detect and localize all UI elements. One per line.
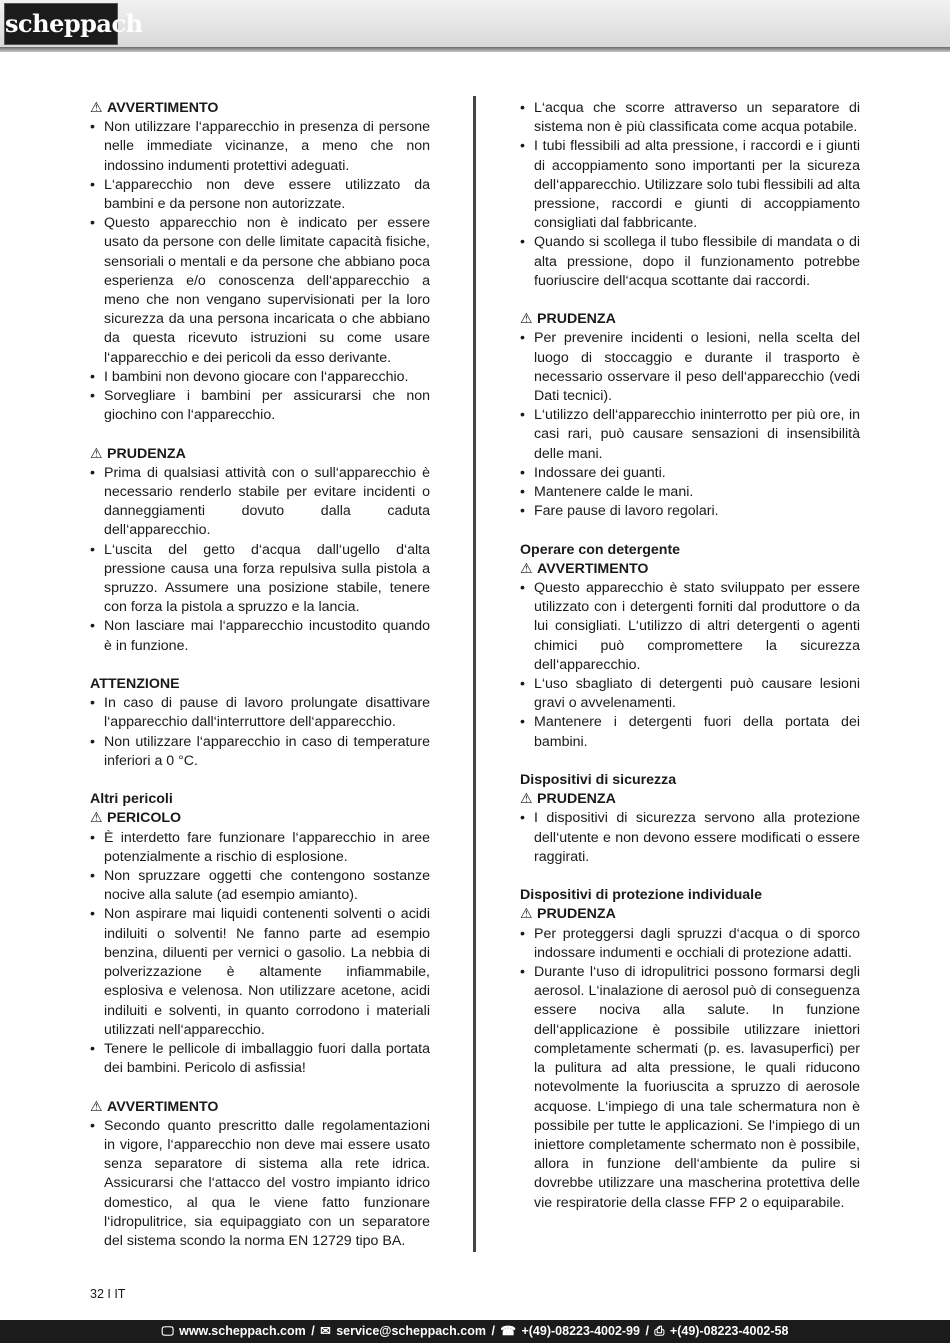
warning-triangle-icon: ⚠ [90, 100, 103, 116]
bullet-list [90, 118, 430, 425]
section-spacer [90, 656, 430, 675]
warning-triangle-icon: ⚠ [520, 906, 533, 923]
list-item: • Mantenere i detergenti fuori della portata dei bambini. [520, 713, 860, 751]
bullet-list [520, 925, 860, 1213]
list-item: • Fare pause di lavoro regolari. [520, 502, 860, 521]
list-item: • Quando si scollega il tubo flessibile di mandata o di alta pressione, dopo il funzionamento potrebbe fuoriuscire dell‘acqua scottante dai raccordi. [520, 233, 860, 291]
list-item: • Non lasciare mai l‘apparecchio incustodito quando è in funzione. [90, 617, 430, 655]
phone-icon: ☎ [500, 1324, 516, 1338]
list-item: • Non aspirare mai liquidi contenenti solventi o acidi indiluiti o solventi! Ne fanno parte ad esempio benzina, diluenti per vernici o gasolio. La nebbia di polverizzazione è altamente infiammabile, esplosiva e velenosa. Non utilizzare acetone, acidi indiluiti e solventi, in quanto corrodono i materiali utilizzati nell‘apparecchio. [90, 905, 430, 1039]
section-heading-text: PRUDENZA [537, 791, 616, 808]
section-spacer [90, 425, 430, 444]
list-item: • L‘uscita del getto d‘acqua dall‘ugello d‘alta pressione causa una forza repulsiva sulla pistola a spruzzo. Assumere una posizione stabile, tenere con forza la pistola a spruzzo e la lancia. [90, 541, 430, 618]
list-item: • L‘utilizzo dell‘apparecchio ininterrotto per più ore, in casi rari, può causare sensazioni di insensibilità delle mani. [520, 406, 860, 464]
footer-fax: +(49)-08223-4002-58 [669, 1324, 789, 1338]
section-heading [90, 675, 430, 694]
bullet-list [90, 829, 430, 1079]
mail-icon: ✉ [320, 1324, 331, 1338]
page-header [0, 0, 950, 47]
list-item: • L‘uso sbagliato di detergenti può causare lesioni gravi o avvelenamenti. [520, 675, 860, 713]
column-divider [473, 96, 476, 1252]
section-heading-text: ATTENZIONE [90, 676, 180, 693]
header-divider [0, 47, 950, 52]
warning-triangle-icon: ⚠ [90, 445, 103, 462]
list-item: • Prima di qualsiasi attività con o sull‘apparecchio è necessario renderlo stabile per evitare incidenti o danneggiamenti dovuto dalla caduta dell‘apparecchio. [90, 464, 430, 541]
computer-icon: 🖵 [161, 1324, 174, 1338]
warning-triangle-icon: ⚠ [90, 1098, 103, 1115]
bullet-list [90, 464, 430, 656]
bullet-list [90, 694, 430, 771]
list-item: • Mantenere calde le mani. [520, 483, 860, 502]
bullet-list [90, 1117, 430, 1251]
list-item: • I tubi flessibili ad alta pressione, i raccordi e i giunti di accoppiamento sono importanti per la sicureza dell‘apparecchio. Utilizzare solo tubi flessibili ad alta pressione, raccordi e giunti di accoppiamento consigliati dal fabbricante. [520, 137, 860, 233]
scheppach-logo: scheppach [4, 3, 118, 45]
section-spacer [90, 771, 430, 790]
bullet-list [520, 579, 860, 752]
section-heading-text: AVVERTIMENTO [107, 100, 219, 116]
footer-website[interactable]: www.scheppach.com [179, 1324, 306, 1338]
section-heading-text: Operare con detergente [520, 541, 681, 558]
bullet-list [520, 99, 860, 291]
bullet-list [520, 329, 860, 521]
warning-triangle-icon: ⚠ [90, 810, 103, 827]
footer-separator: / [645, 1324, 649, 1338]
section-heading [520, 560, 860, 579]
warning-triangle-icon: ⚠ [520, 560, 533, 577]
list-item: • Per prevenire incidenti o lesioni, nella scelta del luogo di stoccaggio e durante il trasporto è necessario osservare il peso dell‘apparecchio (vedi Dati tecnici). [520, 329, 860, 406]
section-spacer [520, 291, 860, 310]
list-item: • È interdetto fare funzionare l‘apparecchio in aree potenzialmente a rischio di esplosione. [90, 829, 430, 867]
list-item: • Durante l‘uso di idropulitrici possono formarsi degli aerosol. L‘inalazione di aerosol può di conseguenza essere nociva alla salute. In funzione dell‘applicazione è possibile utilizzare iniettori completamente schermati (p. es. lavasuperfici) per la pulitura ad alta pressione, le quali riducono notevolmente la fuoriuscita a spruzzo di aerosole acquose. L‘impiego di una tale schermatura non è possibile per tutte le applicazioni. Se l‘impiego di un iniettore completamente schermato non è possibile, allora in funzione dell‘ambiente da pulire si dovrebbe utilizzare una mascherina protettiva delle vie respiratorie della classe FFP 2 o equiparabile. [520, 963, 860, 1213]
section-heading-text: PRUDENZA [537, 906, 616, 923]
list-item: • Secondo quanto prescritto dalle regolamentazioni in vigore, l‘apparecchio non deve mai essere usato senza separatore di sistema alla rete idrica. Assicurarsi che l‘attacco del vostro impianto idrico domestico, al qua le viene fatto funzionare l‘idropulitrice, sia equipaggiato con un separatore del sistema scondo la norma EN 12729 tipo BA. [90, 1117, 430, 1251]
page-footer [0, 1320, 950, 1343]
list-item: • L‘acqua che scorre attraverso un separatore di sistema non è più classificata come acqua potabile. [520, 99, 860, 137]
fax-icon: ⎙ [654, 1324, 665, 1338]
section-heading-text: AVVERTIMENTO [107, 1098, 219, 1115]
page-number: 32 I IT [90, 1287, 126, 1301]
section-heading [520, 886, 860, 905]
section-heading-text: PRUDENZA [537, 311, 616, 328]
section-spacer [520, 752, 860, 771]
section-heading [520, 771, 860, 790]
list-item: • I dispositivi di sicurezza servono alla protezione dell‘utente e non devono essere modificati o essere raggirati. [520, 809, 860, 867]
section-heading-text: PERICOLO [107, 810, 182, 827]
list-item: • Indossare dei guanti. [520, 464, 860, 483]
left-column [90, 99, 430, 1251]
footer-separator: / [311, 1324, 315, 1338]
list-item: • Non utilizzare l‘apparecchio in presenza di persone nelle immediate vicinanze, a meno che non indossino indumenti protettivi adeguati. [90, 118, 430, 176]
list-item: • Non utilizzare l‘apparecchio in caso di temperature inferiori a 0 °C. [90, 733, 430, 771]
section-heading [90, 790, 430, 809]
section-heading-text: Dispositivi di protezione individuale [520, 887, 763, 904]
section-heading-text: Dispositivi di sicurezza [520, 772, 677, 789]
list-item: • Questo apparecchio è stato sviluppato per essere utilizzato con i detergenti forniti dal produttore o da lui consigliati. L‘utilizzo di altri detergenti o agenti chimici può compromettere la sicurezza dell‘apparecchio. [520, 579, 860, 675]
section-heading-text: PRUDENZA [107, 445, 186, 462]
list-item: • Tenere le pellicole di imballaggio fuori dalla portata dei bambini. Pericolo di asfissia! [90, 1040, 430, 1078]
list-item: • In caso di pause di lavoro prolungate disattivare l‘apparecchio dall‘interruttore dell‘apparecchio. [90, 694, 430, 732]
section-heading [520, 541, 860, 560]
list-item: • I bambini non devono giocare con l‘apparecchio. [90, 368, 430, 387]
list-item: • Per proteggersi dagli spruzzi d‘acqua o di sporco indossare indumenti e occhiali di protezione adatti. [520, 925, 860, 963]
section-heading [90, 809, 430, 828]
section-heading [90, 99, 430, 118]
section-spacer [520, 521, 860, 540]
section-spacer [90, 1078, 430, 1097]
section-heading-text: AVVERTIMENTO [537, 560, 649, 577]
list-item: • Questo apparecchio non è indicato per essere usato da persone con delle limitate capacità fisiche, sensoriali o mentali e da persone che abbiano poca esperienza e/o conoscenza dell‘apparecchio a meno che non vengano supervisionati per la loro sicurezza da una persona incaricata o che abbiano da questa ricevuto istruzioni su come usare l‘apparecchio e dei pericoli da esso derivante. [90, 214, 430, 368]
list-item: • L‘apparecchio non deve essere utilizzato da bambini e da persone non autorizzate. [90, 176, 430, 214]
right-column [520, 99, 860, 1213]
section-heading [520, 310, 860, 329]
footer-email[interactable]: service@scheppach.com [336, 1324, 486, 1338]
section-heading-text: Altri pericoli [90, 791, 173, 808]
section-heading [90, 445, 430, 464]
footer-phone: +(49)-08223-4002-99 [521, 1324, 640, 1338]
warning-triangle-icon: ⚠ [520, 311, 533, 328]
section-heading [90, 1098, 430, 1117]
footer-separator: / [491, 1324, 495, 1338]
section-spacer [520, 867, 860, 886]
list-item: • Sorvegliare i bambini per assicurarsi che non giochino con l‘apparecchio. [90, 387, 430, 425]
section-heading [520, 790, 860, 809]
warning-triangle-icon: ⚠ [520, 791, 533, 808]
bullet-list [520, 809, 860, 867]
section-heading [520, 905, 860, 924]
list-item: • Non spruzzare oggetti che contengono sostanze nocive alla salute (ad esempio amianto). [90, 867, 430, 905]
